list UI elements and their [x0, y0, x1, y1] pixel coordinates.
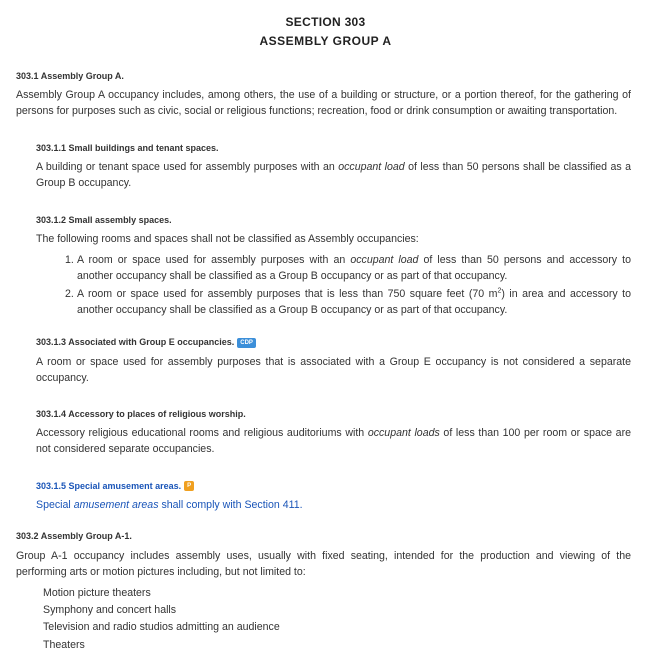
- list-number: 2.: [65, 288, 74, 300]
- paragraph-303-1: [16, 87, 631, 119]
- defined-term: occupant load: [350, 254, 419, 266]
- heading-303-1-3: 303.1.3 Associated with Group E occupancies. CDP: [36, 337, 256, 348]
- use-item: Motion picture theaters: [43, 587, 151, 599]
- cdp-badge: CDP: [237, 338, 256, 348]
- paragraph-303-1-3: A room or space used for assembly purposes that is associated with a Group E occupancy is not considered a separate occupancy.: [36, 356, 631, 384]
- text-line: A building or tenant space used for assembly purposes with an occupant load of less than 50 persons shall be classified as a: [36, 161, 631, 173]
- heading-303-1: 303.1 Assembly Group A.: [16, 71, 124, 81]
- paragraph-303-1-4: Accessory religious educational rooms and religious auditoriums with occupant loads of less than 100 per room or space are not considered separate occupancies.: [36, 427, 631, 455]
- use-item: Theaters: [43, 639, 85, 651]
- heading-303-1-4: 303.1.4 Accessory to places of religious worship.: [36, 409, 246, 419]
- intro-303-1-2: The following rooms and spaces shall not be classified as Assembly occupancies:: [36, 233, 419, 245]
- list-number: 1.: [65, 254, 74, 266]
- paragraph-303-1-1: [36, 159, 631, 191]
- text-line: Group B occupancy.: [36, 177, 132, 189]
- paragraph-303-1-5[interactable]: Special amusement areas shall comply with Section 411.: [36, 499, 303, 511]
- use-item: Symphony and concert halls: [43, 604, 177, 616]
- heading-303-1-2: 303.1.2 Small assembly spaces.: [36, 215, 172, 225]
- text-line: persons for purposes such as civic, social or religious functions; recreation, food or drink consumption or awaiting transportation.: [16, 105, 618, 117]
- defined-term: occupant load: [338, 161, 405, 173]
- heading-303-1-5[interactable]: 303.1.5 Special amusement areas. P: [36, 481, 181, 491]
- heading-303-2: 303.2 Assembly Group A-1.: [16, 531, 132, 541]
- section-title: ASSEMBLY GROUP A: [259, 34, 392, 48]
- defined-term: occupant loads: [367, 427, 440, 439]
- list-item: A room or space used for assembly purposes that is less than 750 square feet (70 $m^2$) in area and accessory to another occupancy shall be classified as a Group B occupancy or as part of that occupancy.: [77, 287, 631, 316]
- use-item: Television and radio studios admitting an audience: [43, 621, 280, 633]
- defined-term[interactable]: amusement areas: [73, 499, 159, 511]
- text-line: Assembly Group A occupancy includes, among others, the use of a building or structure, or a portion thereof, for the gathering of: [16, 89, 631, 101]
- p-badge: P: [184, 481, 194, 491]
- section-number: SECTION 303: [285, 15, 366, 29]
- paragraph-303-2: Group A-1 occupancy includes assembly uses, usually with fixed seating, intended for the production and viewing of the performing arts or motion pictures including, but not limited to:: [16, 550, 631, 578]
- heading-303-1-1: 303.1.1 Small buildings and tenant spaces.: [36, 143, 219, 153]
- list-item: A room or space used for assembly purposes with an occupant load of less than 50 persons and accessory to another occupancy shall be classified as a Group B occupancy or as part of that occupancy.: [77, 254, 631, 282]
